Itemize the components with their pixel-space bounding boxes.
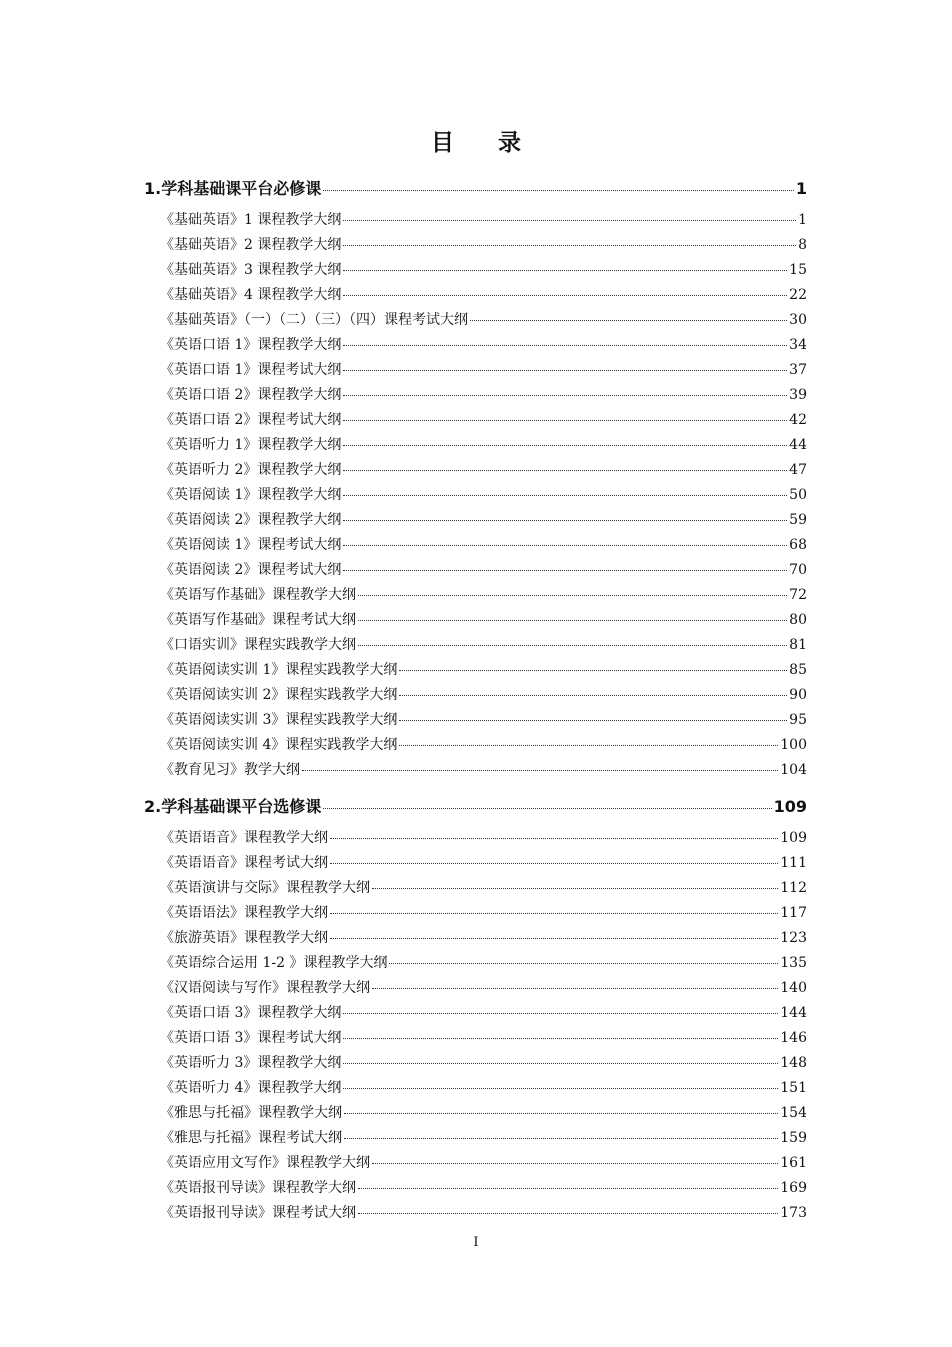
- toc-entry-page-number: 117: [780, 905, 807, 921]
- dot-leader: [343, 520, 787, 521]
- toc-section-heading-label: 1.学科基础课平台必修课: [144, 179, 322, 198]
- toc-entry-label: 《英语阅读 2》课程教学大纲: [160, 512, 342, 528]
- toc-entry-label: 《基础英语》2 课程教学大纲: [160, 237, 342, 253]
- toc-entry[interactable]: [144, 683, 807, 708]
- dot-leader: [343, 370, 787, 371]
- toc-entry-page-number: 151: [780, 1080, 807, 1096]
- toc-entry[interactable]: [144, 208, 807, 233]
- dot-leader: [343, 270, 787, 271]
- toc-entry[interactable]: [144, 483, 807, 508]
- toc-entry-page-number: 42: [789, 412, 807, 428]
- toc-entry-page-number: 22: [789, 287, 807, 303]
- toc-entry[interactable]: [144, 333, 807, 358]
- toc-entry-label: 《英语口语 1》课程教学大纲: [160, 337, 342, 353]
- toc-entry-page-number: 44: [789, 437, 807, 453]
- dot-leader: [399, 745, 778, 746]
- toc-entry-page-number: 154: [780, 1105, 807, 1121]
- toc-entry[interactable]: [144, 583, 807, 608]
- toc-entry-label: 《英语阅读实训 1》课程实践教学大纲: [160, 662, 398, 678]
- toc-entry-label: 《英语写作基础》课程教学大纲: [160, 587, 356, 603]
- toc-entry-label: 《英语报刊导读》课程教学大纲: [160, 1180, 356, 1196]
- toc-entry-label: 《英语阅读 1》课程教学大纲: [160, 487, 342, 503]
- toc-entry[interactable]: [144, 633, 807, 658]
- toc-entry[interactable]: [144, 876, 807, 901]
- toc-entry-label: 《汉语阅读与写作》课程教学大纲: [160, 980, 370, 996]
- toc-entry-label: 《英语应用文写作》课程教学大纲: [160, 1155, 370, 1171]
- dot-leader: [343, 470, 787, 471]
- toc-entry-label: 《英语综合运用 1-2 》课程教学大纲: [160, 955, 388, 971]
- toc-entry-label: 《基础英语》1 课程教学大纲: [160, 212, 342, 228]
- toc-section-heading[interactable]: [144, 175, 807, 203]
- toc-entry[interactable]: [144, 733, 807, 758]
- toc-entry-label: 《英语语音》课程考试大纲: [160, 855, 328, 871]
- toc-entry-page-number: 148: [780, 1055, 807, 1071]
- toc-entry[interactable]: [144, 1151, 807, 1176]
- toc-entry-label: 《英语口语 2》课程教学大纲: [160, 387, 342, 403]
- dot-leader: [344, 1138, 778, 1139]
- toc-entry-label: 《英语听力 3》课程教学大纲: [160, 1055, 342, 1071]
- toc-entry-page-number: 39: [789, 387, 807, 403]
- toc-entry-page-number: 1: [798, 212, 807, 228]
- toc-entry[interactable]: [144, 558, 807, 583]
- toc-entry-page-number: 123: [780, 930, 807, 946]
- toc-entry[interactable]: [144, 458, 807, 483]
- toc-entry-page-number: 146: [780, 1030, 807, 1046]
- toc-entry-label: 《英语口语 2》课程考试大纲: [160, 412, 342, 428]
- toc-entry-label: 《基础英语》4 课程教学大纲: [160, 287, 342, 303]
- toc-entry[interactable]: [144, 758, 807, 783]
- toc-entry[interactable]: [144, 1051, 807, 1076]
- toc-entry[interactable]: [144, 1201, 807, 1226]
- toc-entry[interactable]: [144, 408, 807, 433]
- toc-entry-page-number: 59: [789, 512, 807, 528]
- toc-entry-page-number: 159: [780, 1130, 807, 1146]
- toc-entry-page-number: 37: [789, 362, 807, 378]
- toc-entry-page-number: 8: [798, 237, 807, 253]
- toc-entry-page-number: 173: [780, 1205, 807, 1221]
- toc-entry-label: 《英语听力 4》课程教学大纲: [160, 1080, 342, 1096]
- toc-entry[interactable]: [144, 433, 807, 458]
- dot-leader: [358, 595, 787, 596]
- toc-entry-label: 《基础英语》3 课程教学大纲: [160, 262, 342, 278]
- dot-leader: [399, 720, 787, 721]
- toc-entry[interactable]: [144, 901, 807, 926]
- toc-entry[interactable]: [144, 658, 807, 683]
- toc-entry-label: 《雅思与托福》课程考试大纲: [160, 1130, 342, 1146]
- toc-entry-label: 《教育见习》教学大纲: [160, 762, 300, 778]
- toc-entry[interactable]: [144, 283, 807, 308]
- toc-entry-page-number: 81: [789, 637, 807, 653]
- table-of-contents: [144, 175, 807, 1226]
- dot-leader: [343, 1088, 778, 1089]
- toc-entry-page-number: 50: [789, 487, 807, 503]
- toc-entry[interactable]: [144, 1101, 807, 1126]
- toc-entry-label: 《英语阅读实训 2》课程实践教学大纲: [160, 687, 398, 703]
- toc-entry[interactable]: [144, 1001, 807, 1026]
- dot-leader: [323, 808, 771, 809]
- toc-entry-page-number: 70: [789, 562, 807, 578]
- toc-entry-label: 《英语听力 1》课程教学大纲: [160, 437, 342, 453]
- toc-entry-label: 《英语阅读实训 4》课程实践教学大纲: [160, 737, 398, 753]
- toc-entry[interactable]: [144, 233, 807, 258]
- toc-entry[interactable]: [144, 976, 807, 1001]
- toc-entry[interactable]: [144, 1126, 807, 1151]
- toc-entry-label: 《英语演讲与交际》课程教学大纲: [160, 880, 370, 896]
- toc-entry-page-number: 109: [780, 830, 807, 846]
- dot-leader: [330, 838, 778, 839]
- dot-leader: [330, 938, 778, 939]
- toc-entry-page-number: 80: [789, 612, 807, 628]
- toc-entry-label: 《英语语音》课程教学大纲: [160, 830, 328, 846]
- toc-entry-label: 《英语语法》课程教学大纲: [160, 905, 328, 921]
- dot-leader: [358, 645, 787, 646]
- dot-leader: [343, 495, 787, 496]
- dot-leader: [343, 570, 787, 571]
- toc-entry-page-number: 95: [789, 712, 807, 728]
- toc-entry[interactable]: [144, 608, 807, 633]
- toc-entry-label: 《英语听力 2》课程教学大纲: [160, 462, 342, 478]
- toc-entry-label: 《英语口语 3》课程教学大纲: [160, 1005, 342, 1021]
- toc-entry-label: 《基础英语》（一）（二）（三）（四）课程考试大纲: [160, 312, 468, 328]
- dot-leader: [343, 1063, 778, 1064]
- toc-entry[interactable]: [144, 1026, 807, 1051]
- dot-leader: [344, 1113, 778, 1114]
- toc-entry-page-number: 15: [789, 262, 807, 278]
- toc-entry-page-number: 72: [789, 587, 807, 603]
- toc-entry-page-number: 135: [780, 955, 807, 971]
- toc-entry[interactable]: [144, 508, 807, 533]
- dot-leader: [302, 770, 778, 771]
- toc-entry-page-number: 111: [780, 855, 807, 871]
- dot-leader: [358, 1188, 778, 1189]
- toc-entry-page-number: 30: [789, 312, 807, 328]
- toc-entry-page-number: 68: [789, 537, 807, 553]
- dot-leader: [358, 620, 787, 621]
- toc-section-heading-page-number: 109: [773, 797, 807, 816]
- page-title: 目 录: [430, 130, 539, 156]
- toc-entry-page-number: 140: [780, 980, 807, 996]
- dot-leader: [399, 670, 787, 671]
- toc-entry[interactable]: [144, 308, 807, 333]
- toc-entry[interactable]: [144, 358, 807, 383]
- dot-leader: [343, 345, 787, 346]
- toc-entry-page-number: 47: [789, 462, 807, 478]
- toc-entry-label: 《英语阅读 1》课程考试大纲: [160, 537, 342, 553]
- toc-entry-label: 《英语口语 3》课程考试大纲: [160, 1030, 342, 1046]
- dot-leader: [389, 963, 778, 964]
- toc-entry[interactable]: [144, 826, 807, 851]
- dot-leader: [343, 245, 796, 246]
- toc-entry[interactable]: [144, 951, 807, 976]
- toc-entry-page-number: 90: [789, 687, 807, 703]
- toc-entry[interactable]: [144, 708, 807, 733]
- dot-leader: [372, 1163, 778, 1164]
- dot-leader: [343, 445, 787, 446]
- toc-entry-label: 《英语阅读实训 3》课程实践教学大纲: [160, 712, 398, 728]
- dot-leader: [343, 220, 796, 221]
- toc-section-heading-page-number: 1: [795, 179, 807, 198]
- dot-leader: [323, 190, 794, 191]
- toc-entry-label: 《英语报刊导读》课程考试大纲: [160, 1205, 356, 1221]
- dot-leader: [343, 545, 787, 546]
- toc-entry-page-number: 112: [780, 880, 807, 896]
- toc-entry-page-number: 169: [780, 1180, 807, 1196]
- dot-leader: [470, 320, 787, 321]
- dot-leader: [343, 295, 787, 296]
- dot-leader: [343, 395, 787, 396]
- dot-leader: [330, 863, 778, 864]
- toc-entry-page-number: 100: [780, 737, 807, 753]
- toc-entry[interactable]: [144, 383, 807, 408]
- toc-entry-page-number: 144: [780, 1005, 807, 1021]
- toc-entry-label: 《英语口语 1》课程考试大纲: [160, 362, 342, 378]
- toc-section-heading[interactable]: [144, 793, 807, 821]
- toc-entry-label: 《旅游英语》课程教学大纲: [160, 930, 328, 946]
- toc-entry[interactable]: [144, 926, 807, 951]
- dot-leader: [330, 913, 778, 914]
- page-number: I: [473, 1235, 479, 1250]
- toc-entry[interactable]: [144, 851, 807, 876]
- toc-entry-label: 《英语阅读 2》课程考试大纲: [160, 562, 342, 578]
- toc-entry-page-number: 85: [789, 662, 807, 678]
- toc-entry[interactable]: [144, 1176, 807, 1201]
- toc-entry[interactable]: [144, 533, 807, 558]
- dot-leader: [399, 695, 787, 696]
- toc-entry[interactable]: [144, 1076, 807, 1101]
- dot-leader: [372, 988, 778, 989]
- dot-leader: [343, 1013, 778, 1014]
- dot-leader: [343, 1038, 778, 1039]
- dot-leader: [343, 420, 787, 421]
- dot-leader: [372, 888, 778, 889]
- toc-entry-page-number: 104: [780, 762, 807, 778]
- toc-entry-page-number: 161: [780, 1155, 807, 1171]
- toc-entry[interactable]: [144, 258, 807, 283]
- toc-section-heading-label: 2.学科基础课平台选修课: [144, 797, 322, 816]
- toc-entry-label: 《英语写作基础》课程考试大纲: [160, 612, 356, 628]
- toc-entry-page-number: 34: [789, 337, 807, 353]
- dot-leader: [358, 1213, 778, 1214]
- toc-entry-label: 《雅思与托福》课程教学大纲: [160, 1105, 342, 1121]
- toc-entry-label: 《口语实训》课程实践教学大纲: [160, 637, 356, 653]
